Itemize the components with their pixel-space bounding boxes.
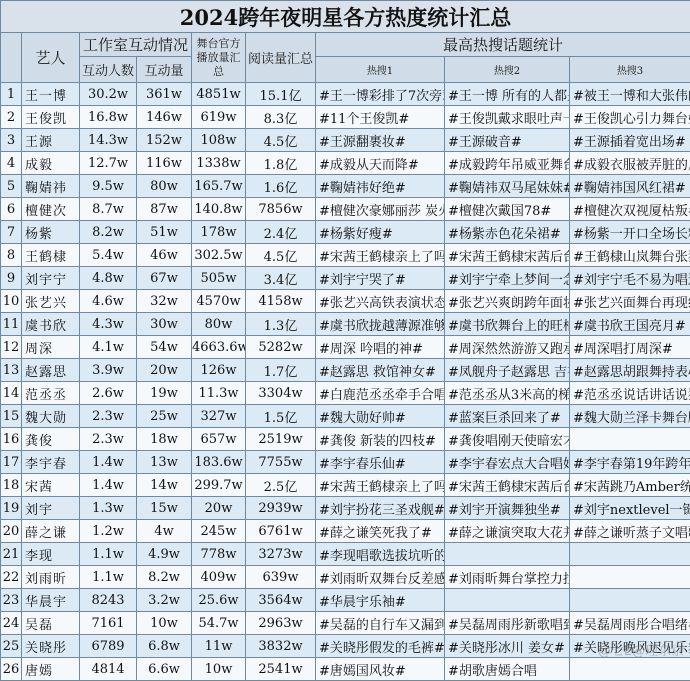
search2-cell: #薛之谦演突取大花 <box>445 520 570 543</box>
search1-cell: #宋茜王鹤棣亲上了吗# <box>316 474 445 497</box>
interactions-cell: 4w <box>137 520 192 543</box>
search1-cell: #白鹿范丞丞牵手合唱# <box>316 382 445 405</box>
interactions-cell: 361w <box>137 83 192 106</box>
stage-views-cell: 140.8w <box>192 198 246 221</box>
search2-cell: #刘雨昕舞台掌控力 <box>445 566 570 589</box>
stage-views-cell: 245w <box>192 520 246 543</box>
interactors-cell: 12.7w <box>80 152 137 175</box>
interactors-cell: 8.2w <box>80 221 137 244</box>
search3-cell <box>570 658 690 681</box>
search2-cell: #范丞丞从3米高的 <box>445 382 570 405</box>
row-index: 11 <box>1 313 22 336</box>
stage-views-cell: 126w <box>192 359 246 382</box>
search1-cell: #王一博彩排了7次旁 <box>316 83 445 106</box>
table-row <box>1 658 690 681</box>
stage-views-cell: 619w <box>192 106 246 129</box>
interactions-cell: 54w <box>137 336 192 359</box>
search1-cell: #刘雨昕双舞台反差感# <box>316 566 445 589</box>
artist-name: 范丞丞 <box>22 382 80 405</box>
row-index: 12 <box>1 336 22 359</box>
search3-cell: #王鹤棣山岚舞台张 <box>570 244 690 267</box>
search3-cell: #周深唱打周深# <box>570 336 690 359</box>
search3-cell: #杨紫一开口全场长 <box>570 221 690 244</box>
artist-name: 华晨宇 <box>22 589 80 612</box>
row-index: 20 <box>1 520 22 543</box>
search3-cell: #吴磊周雨彤合唱绪# <box>570 612 690 635</box>
search3-cell: #檀健次双视厦枯叛# <box>570 198 690 221</box>
search1-cell: #周深 吟唱的神# <box>316 336 445 359</box>
search1-cell: #薛之谦笑死我了# <box>316 520 445 543</box>
stage-views-cell: 25.6w <box>192 589 246 612</box>
interactors-cell: 1.1w <box>80 543 137 566</box>
search3-cell: #鞠婧祎国风红裙# <box>570 175 690 198</box>
stage-views-cell: 778w <box>192 543 246 566</box>
interactions-cell: 13w <box>137 451 192 474</box>
reads-cell: 3564w <box>246 589 316 612</box>
search2-cell <box>445 589 570 612</box>
search1-cell: #虞书欣拢越薄源准 <box>316 313 445 336</box>
interactions-cell: 6.6w <box>137 658 192 681</box>
row-index: 17 <box>1 451 22 474</box>
table-body <box>1 83 690 681</box>
interactions-cell: 116w <box>137 152 192 175</box>
reads-cell: 4158w <box>246 290 316 313</box>
search2-cell: #刘宇宁牵上梦间一 <box>445 267 570 290</box>
search1-cell: #华晨宇乐袖# <box>316 589 445 612</box>
reads-cell: 2.4亿 <box>246 221 316 244</box>
interactions-cell: 6.8w <box>137 635 192 658</box>
stage-views-header: 舞台官方播放量汇总 <box>192 33 246 83</box>
table-row <box>1 566 690 589</box>
interactions-cell: 15w <box>137 497 192 520</box>
interactors-cell: 9.5w <box>80 175 137 198</box>
search1-cell: #李现唱歌选拔坑听的# <box>316 543 445 566</box>
table-row <box>1 589 690 612</box>
stage-views-cell: 54.7w <box>192 612 246 635</box>
interactions-cell: 67w <box>137 267 192 290</box>
search1-cell: #鞠婧祎好绝# <box>316 175 445 198</box>
interactions-cell: 51w <box>137 221 192 244</box>
search2-cell: #宋茜王鹤棣宋茜后 <box>445 474 570 497</box>
table-title: 2024跨年夜明星各方热度统计汇总 <box>1 1 690 33</box>
row-index: 18 <box>1 474 22 497</box>
row-index: 5 <box>1 175 22 198</box>
table-row <box>1 336 690 359</box>
artist-name: 宋茜 <box>22 474 80 497</box>
interactions-cell: 25w <box>137 405 192 428</box>
interactors-cell: 4.8w <box>80 267 137 290</box>
table-row <box>1 497 690 520</box>
artist-name: 檀健次 <box>22 198 80 221</box>
row-index: 25 <box>1 635 22 658</box>
search2-cell: #檀健次戴国78# <box>445 198 570 221</box>
row-index: 24 <box>1 612 22 635</box>
reads-cell: 3304w <box>246 382 316 405</box>
table-row <box>1 474 690 497</box>
artist-name: 赵露思 <box>22 359 80 382</box>
interactors-cell: 1.1w <box>80 566 137 589</box>
search2-cell: #张艺兴爽朗跨年面 <box>445 290 570 313</box>
search3-cell: #张艺兴面舞台再现 <box>570 290 690 313</box>
stage-views-cell: 11.3w <box>192 382 246 405</box>
interactors-cell: 5.4w <box>80 244 137 267</box>
table-row <box>1 290 690 313</box>
reads-cell: 2.5亿 <box>246 474 316 497</box>
table-row <box>1 175 690 198</box>
search2-cell <box>445 543 570 566</box>
interactors-cell: 1.3w <box>80 497 137 520</box>
artist-name: 王源 <box>22 129 80 152</box>
artist-name: 刘宇 <box>22 497 80 520</box>
search2-cell: #虞书欣舞台上的旺 <box>445 313 570 336</box>
reads-cell: 7755w <box>246 451 316 474</box>
row-index: 10 <box>1 290 22 313</box>
interactors-cell: 7161 <box>80 612 137 635</box>
search1-cell: #唐嫣国风妆# <box>316 658 445 681</box>
interactors-header: 互动人数 <box>80 57 137 83</box>
reads-cell: 639w <box>246 566 316 589</box>
interactors-cell: 4.3w <box>80 313 137 336</box>
interactors-cell: 14.3w <box>80 129 137 152</box>
interactors-cell: 6789 <box>80 635 137 658</box>
search3-cell: #被王一博和大张伟 <box>570 83 690 106</box>
search2-cell: #王源破音# <box>445 129 570 152</box>
interactors-cell: 8.7w <box>80 198 137 221</box>
reads-cell: 1.8亿 <box>246 152 316 175</box>
interactions-cell: 80w <box>137 175 192 198</box>
reads-cell: 4.5亿 <box>246 244 316 267</box>
row-index: 7 <box>1 221 22 244</box>
interactions-cell: 14w <box>137 474 192 497</box>
reads-cell: 1.5亿 <box>246 405 316 428</box>
stage-views-cell: 10w <box>192 658 246 681</box>
search1-cell: #杨紫好瘦# <box>316 221 445 244</box>
row-index: 2 <box>1 106 22 129</box>
interactors-cell: 8243 <box>80 589 137 612</box>
search1-cell: #檀健次豪娜丽莎 炭 <box>316 198 445 221</box>
interactors-cell: 2.6w <box>80 382 137 405</box>
search2-cell: #胡歌唐嫣合唱 <box>445 658 570 681</box>
reads-cell: 4.5亿 <box>246 129 316 152</box>
stage-views-cell: 409w <box>192 566 246 589</box>
stage-views-cell: 80w <box>192 313 246 336</box>
table-row <box>1 83 690 106</box>
artist-name: 薛之谦 <box>22 520 80 543</box>
search2-cell: #杨紫赤色花朵裙# <box>445 221 570 244</box>
reads-cell: 8.3亿 <box>246 106 316 129</box>
artist-name: 成毅 <box>22 152 80 175</box>
artist-name: 刘宇宁 <box>22 267 80 290</box>
search1-cell: #李宇春乐仙# <box>316 451 445 474</box>
interactions-cell: 32w <box>137 290 192 313</box>
table-row <box>1 129 690 152</box>
table-row <box>1 359 690 382</box>
search2-cell: #王俊凯戴求眼吐声 <box>445 106 570 129</box>
search3-cell <box>570 589 690 612</box>
stage-views-cell: 183.6w <box>192 451 246 474</box>
stage-views-cell: 4851w <box>192 83 246 106</box>
search3-header: 热搜3 <box>570 57 690 83</box>
stage-views-cell: 178w <box>192 221 246 244</box>
row-index: 8 <box>1 244 22 267</box>
interactions-cell: 20w <box>137 359 192 382</box>
row-index: 14 <box>1 382 22 405</box>
artist-name: 王鹤棣 <box>22 244 80 267</box>
search1-cell: #魏大勋好帅# <box>316 405 445 428</box>
search2-cell: #吴磊周雨彤新歌唱 <box>445 612 570 635</box>
artist-name: 张艺兴 <box>22 290 80 313</box>
stage-views-cell: 20w <box>192 497 246 520</box>
search3-cell: #李宇春第19年跨年 <box>570 451 690 474</box>
row-index: 15 <box>1 405 22 428</box>
row-index: 21 <box>1 543 22 566</box>
interactions-cell: 146w <box>137 106 192 129</box>
search1-cell: #龚俊 新装的四枝# <box>316 428 445 451</box>
artist-name: 王俊凯 <box>22 106 80 129</box>
artist-name: 周深 <box>22 336 80 359</box>
row-index: 26 <box>1 658 22 681</box>
table-row <box>1 198 690 221</box>
reads-cell: 1.3亿 <box>246 313 316 336</box>
search2-cell: #鞠婧祎双马尾妹妹# <box>445 175 570 198</box>
reads-cell: 5282w <box>246 336 316 359</box>
search1-cell: #宋茜王鹤棣亲上了吗# <box>316 244 445 267</box>
row-index: 23 <box>1 589 22 612</box>
interactions-cell: 46w <box>137 244 192 267</box>
interactors-cell: 2.3w <box>80 405 137 428</box>
search2-cell: #蓝案巨杀回来了# <box>445 405 570 428</box>
reads-cell: 2519w <box>246 428 316 451</box>
reads-cell: 3832w <box>246 635 316 658</box>
stage-views-cell: 165.7w <box>192 175 246 198</box>
row-index: 13 <box>1 359 22 382</box>
reads-header: 阅读量汇总 <box>246 33 316 83</box>
artist-name: 鞠婧祎 <box>22 175 80 198</box>
stage-views-cell: 657w <box>192 428 246 451</box>
search1-cell: #关晓彤假发的毛裤# <box>316 635 445 658</box>
search2-cell: #周深然然游游又跑 <box>445 336 570 359</box>
watermark: @七E@理东京 <box>598 640 684 659</box>
table-row <box>1 382 690 405</box>
search3-cell <box>570 428 690 451</box>
search1-cell: #吴磊的自行车又漏到 <box>316 612 445 635</box>
search2-cell: #凤舰舟子赵露思 吉 <box>445 359 570 382</box>
search3-cell: #关晓彤晚风迟见乐 <box>570 635 690 658</box>
artist-name: 刘雨昕 <box>22 566 80 589</box>
reads-cell: 1.6亿 <box>246 175 316 198</box>
interactors-cell: 4814 <box>80 658 137 681</box>
table-row <box>1 106 690 129</box>
search1-cell: #刘宇扮花三圣戏舰# <box>316 497 445 520</box>
row-index: 19 <box>1 497 22 520</box>
artist-name: 唐嫣 <box>22 658 80 681</box>
table-row <box>1 267 690 290</box>
search2-cell: #王一博 所有的人都 <box>445 83 570 106</box>
interactors-cell: 2.3w <box>80 428 137 451</box>
stage-views-cell: 4663.6w <box>192 336 246 359</box>
search3-cell: #王源插着宽出场# <box>570 129 690 152</box>
row-index: 1 <box>1 83 22 106</box>
reads-cell: 3273w <box>246 543 316 566</box>
search3-cell: #薛之谦听蒸子文唱 <box>570 520 690 543</box>
index-header <box>1 33 22 83</box>
stage-views-cell: 11w <box>192 635 246 658</box>
row-index: 3 <box>1 129 22 152</box>
interactors-cell: 30.2w <box>80 83 137 106</box>
search3-cell <box>570 566 690 589</box>
search2-cell: #成毅跨年吊威亚舞 <box>445 152 570 175</box>
interactions-cell: 3.2w <box>137 589 192 612</box>
interactors-cell: 1.4w <box>80 451 137 474</box>
row-index: 9 <box>1 267 22 290</box>
table-row <box>1 405 690 428</box>
interactions-cell: 152w <box>137 129 192 152</box>
search3-cell: #范丞丞说话讲话说 <box>570 382 690 405</box>
search2-cell: #龚俊唱刚天使暗宏 <box>445 428 570 451</box>
artist-name: 李现 <box>22 543 80 566</box>
table-row <box>1 635 690 658</box>
search3-cell: #成毅衣服被弄脏的 <box>570 152 690 175</box>
search2-header: 热搜2 <box>445 57 570 83</box>
search1-cell: #王源翻裹妆# <box>316 129 445 152</box>
search3-cell: #宋茜跳乃Amber <box>570 474 690 497</box>
stage-views-cell: 108w <box>192 129 246 152</box>
search2-cell: #宋茜王鹤棣宋茜后 <box>445 244 570 267</box>
interactions-cell: 19w <box>137 382 192 405</box>
search3-cell: #魏大勋兰泽卡舞台 <box>570 405 690 428</box>
search1-header: 热搜1 <box>316 57 445 83</box>
search1-cell: #刘宇宁哭了# <box>316 267 445 290</box>
artist-name: 龚俊 <box>22 428 80 451</box>
reads-cell: 7856w <box>246 198 316 221</box>
interactors-cell: 3.9w <box>80 359 137 382</box>
row-index: 22 <box>1 566 22 589</box>
stage-views-cell: 302.5w <box>192 244 246 267</box>
stage-views-cell: 299.7w <box>192 474 246 497</box>
artist-name: 魏大勋 <box>22 405 80 428</box>
artist-name: 关晓彤 <box>22 635 80 658</box>
search3-cell: #刘宇nextlevel一 <box>570 497 690 520</box>
reads-cell: 2541w <box>246 658 316 681</box>
artist-name: 王一博 <box>22 83 80 106</box>
artist-name: 虞书欣 <box>22 313 80 336</box>
reads-cell: 2939w <box>246 497 316 520</box>
search1-cell: #赵露思 救馆神女# <box>316 359 445 382</box>
search2-cell: #李宇春宏点大合唱 <box>445 451 570 474</box>
table-row <box>1 612 690 635</box>
search1-cell: #11个王俊凯# <box>316 106 445 129</box>
stage-views-cell: 4570w <box>192 290 246 313</box>
search3-cell: #王俊凯心引力舞台 <box>570 106 690 129</box>
row-index: 16 <box>1 428 22 451</box>
row-index: 6 <box>1 198 22 221</box>
table-row <box>1 313 690 336</box>
table-row <box>1 152 690 175</box>
interactions-cell: 10w <box>137 612 192 635</box>
studio-interaction-header: 工作室互动情况 <box>80 33 192 57</box>
search1-cell: #张艺兴高铁表演状态# <box>316 290 445 313</box>
table-row <box>1 244 690 267</box>
top-search-header: 最高热搜话题统计 <box>316 33 690 57</box>
stage-views-cell: 505w <box>192 267 246 290</box>
row-index: 4 <box>1 152 22 175</box>
interactors-cell: 1.2w <box>80 520 137 543</box>
interactors-cell: 16.8w <box>80 106 137 129</box>
interactions-cell: 18w <box>137 428 192 451</box>
search2-cell: #刘宇开演舞独坐# <box>445 497 570 520</box>
artist-header: 艺人 <box>22 33 80 83</box>
stage-views-cell: 327w <box>192 405 246 428</box>
search3-cell: #赵露思胡跟舞持表 <box>570 359 690 382</box>
table-row <box>1 221 690 244</box>
interactors-cell: 4.6w <box>80 290 137 313</box>
search3-cell: #虞书欣王国亮月# <box>570 313 690 336</box>
reads-cell: 3.4亿 <box>246 267 316 290</box>
artist-name: 李宇春 <box>22 451 80 474</box>
reads-cell: 2963w <box>246 612 316 635</box>
reads-cell: 15.1亿 <box>246 83 316 106</box>
search2-cell: #关晓彤冰川 姜女# <box>445 635 570 658</box>
search3-cell: #刘宇宁毛不易为唱 <box>570 267 690 290</box>
interactions-cell: 8.2w <box>137 566 192 589</box>
interactions-cell: 30w <box>137 313 192 336</box>
search1-cell: #成毅从天而降# <box>316 152 445 175</box>
stage-views-cell: 1338w <box>192 152 246 175</box>
table-row <box>1 451 690 474</box>
table-row <box>1 520 690 543</box>
artist-name: 吴磊 <box>22 612 80 635</box>
interactions-cell: 87w <box>137 198 192 221</box>
artist-name: 杨紫 <box>22 221 80 244</box>
interactions-cell: 4.9w <box>137 543 192 566</box>
table-row <box>1 543 690 566</box>
search3-cell <box>570 543 690 566</box>
table-row <box>1 428 690 451</box>
interactions-header: 互动量 <box>137 57 192 83</box>
interactors-cell: 4.1w <box>80 336 137 359</box>
reads-cell: 6761w <box>246 520 316 543</box>
reads-cell: 1.7亿 <box>246 359 316 382</box>
interactors-cell: 1.4w <box>80 474 137 497</box>
